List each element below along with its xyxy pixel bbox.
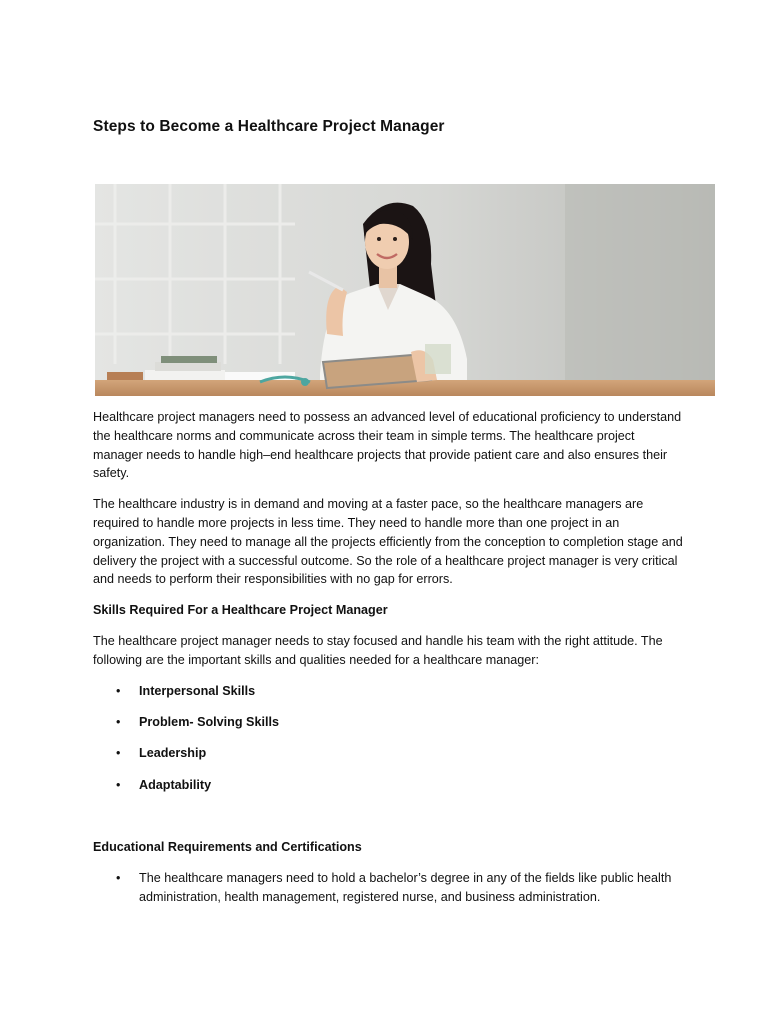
- bullet-icon: •: [116, 714, 121, 729]
- paragraph-intro: Healthcare project managers need to possess an advanced level of educational proficiency to understand the healthcare norms and communicate across their team in simple terms. The healthcare project manager needs to handle high–end healthcare projects that provide patient care and also ensures their safety.: [93, 410, 682, 481]
- spacer: [93, 807, 683, 838]
- skills-list: [93, 682, 683, 795]
- education-list: [93, 869, 683, 907]
- bullet-icon: •: [116, 683, 121, 698]
- skill-label: Leadership: [139, 746, 207, 761]
- skills-intro: The healthcare project manager needs to stay focused and handle his team with the right attitude. The following are the important skills and qualities needed for a healthcare manager:: [93, 633, 663, 667]
- list-item: [93, 713, 683, 732]
- page-title: Steps to Become a Healthcare Project Manager: [93, 118, 445, 135]
- list-item: [93, 744, 683, 763]
- skill-label: Adaptability: [139, 777, 212, 792]
- education-heading: Educational Requirements and Certifications: [93, 840, 362, 855]
- skills-heading: Skills Required For a Healthcare Project Manager: [93, 603, 388, 618]
- skill-label: Interpersonal Skills: [139, 683, 256, 698]
- bullet-icon: •: [116, 870, 121, 885]
- list-item: [93, 682, 683, 701]
- woman-with-tablet-photo: [95, 184, 715, 396]
- list-item: [93, 776, 683, 795]
- article-body: [93, 408, 683, 919]
- skill-label: Problem- Solving Skills: [139, 714, 279, 729]
- bullet-icon: •: [116, 746, 121, 761]
- list-item: [93, 869, 683, 907]
- education-item-text: The healthcare managers need to hold a bachelor’s degree in any of the fields like public health administration, health management, registered nurse, and business administration.: [139, 870, 672, 904]
- bullet-icon: •: [116, 777, 121, 792]
- header-photo: [95, 184, 715, 396]
- paragraph-industry: The healthcare industry is in demand and moving at a faster pace, so the healthcare managers are required to handle more projects in less time. They need to handle more than one project in an organization. They need to manage all the projects efficiently from the conception to completion stage and delivery the project with a successful outcome. So the role of a healthcare project manager is very critical and needs to perform their responsibilities with no gap for errors.: [93, 497, 683, 587]
